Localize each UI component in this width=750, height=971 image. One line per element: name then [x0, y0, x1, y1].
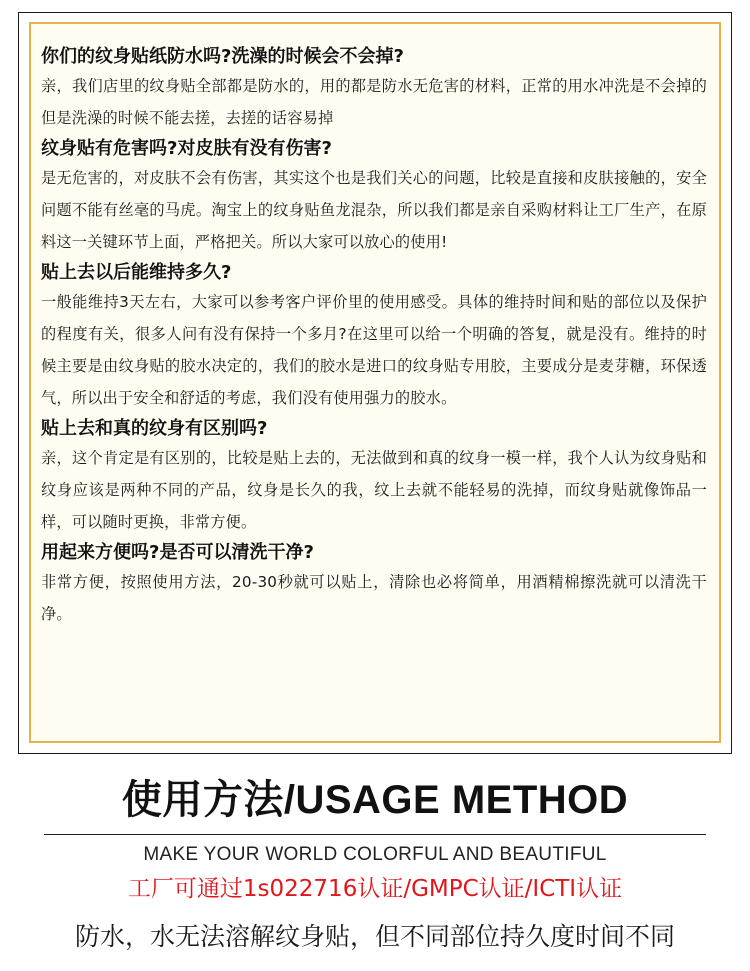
faq-answer: 一般能维持3天左右，大家可以参考客户评价里的使用感受。具体的维持时间和贴的部位以及保护的程度有关，很多人问有没有保持一个多月?在这里可以给一个明确的答复，就是没有。维持的时候主要是由纹身贴的胶水决定的，我们的胶水是进口的纹身贴专用胶，主要成分是麦芽糖，环保透气，所以出于安全和舒适的考虑，我们没有使用强力的胶水。 — [41, 293, 707, 407]
waterproof-note: 防水，水无法溶解纹身贴，但不同部位持久度时间不同 — [74, 922, 675, 951]
faq-answer: 亲，我们店里的纹身贴全部都是防水的，用的都是防水无危害的材料，正常的用水冲洗是不会掉的但是洗澡的时候不能去搓，去搓的话容易掉 — [41, 77, 707, 127]
faq-item — [41, 136, 707, 258]
faq-question: 贴上去以后能维持多久? — [41, 262, 232, 283]
faq-answer: 非常方便，按照使用方法，20-30秒就可以贴上，清除也必将简单，用酒精棉擦洗就可以清洗干净。 — [41, 573, 707, 623]
faq-item — [41, 540, 707, 630]
faq-answer: 亲，这个肯定是有区别的，比较是贴上去的，无法做到和真的纹身一模一样，我个人认为纹身贴和纹身应该是两种不同的产品，纹身是长久的我，纹上去就不能轻易的洗掉，而纹身贴就像饰品一样，可以随时更换，非常方便。 — [41, 449, 707, 531]
faq-answer: 是无危害的，对皮肤不会有伤害，其实这个也是我们关心的问题，比较是直接和皮肤接触的，安全问题不能有丝毫的马虎。淘宝上的纹身贴鱼龙混杂，所以我们都是亲自采购材料让工厂生产，在原料这一关键环节上面，严格把关。所以大家可以放心的使用! — [41, 169, 707, 251]
faq-question: 贴上去和真的纹身有区别吗? — [41, 418, 268, 439]
faq-item — [41, 44, 707, 134]
divider — [44, 834, 706, 835]
usage-method-title: 使用方法/USAGE METHOD — [121, 778, 629, 822]
faq-question: 你们的纹身贴纸防水吗?洗澡的时候会不会掉? — [41, 46, 404, 67]
faq-question: 用起来方便吗?是否可以清洗干净? — [41, 542, 314, 563]
certification-text: 工厂可通过1s022716认证/GMPC认证/ICTI认证 — [127, 876, 623, 902]
faq-item — [41, 416, 707, 538]
slogan: MAKE YOUR WORLD COLORFUL AND BEAUTIFUL — [143, 844, 607, 865]
faq-question: 纹身贴有危害吗?对皮肤有没有伤害? — [41, 138, 332, 159]
faq-panel — [29, 22, 721, 743]
faq-panel-frame — [18, 12, 732, 754]
faq-item — [41, 260, 707, 414]
